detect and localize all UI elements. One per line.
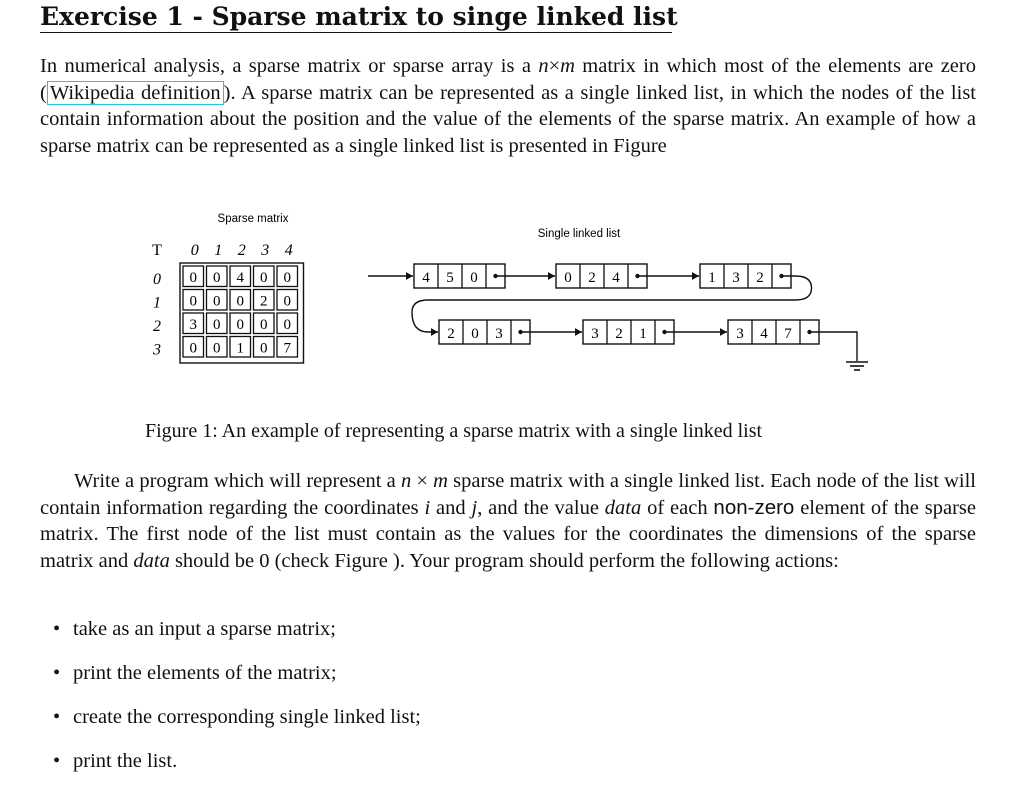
null-ground-icon: [846, 362, 868, 370]
matrix-cell-value: 3: [189, 317, 197, 333]
node-field-value: 4: [612, 270, 620, 286]
bullet-icon: •: [53, 618, 61, 640]
matrix-column-header: 0: [190, 242, 199, 259]
action-text: print the elements of the matrix;: [73, 662, 337, 684]
bullet-icon: •: [53, 662, 61, 684]
node-field-value: 3: [736, 326, 744, 342]
node-field-value: 2: [615, 326, 623, 342]
sparse-matrix: [152, 242, 304, 363]
matrix-cell-value: 0: [189, 340, 197, 357]
matrix-cell-value: 0: [260, 270, 268, 286]
matrix-column-header: 4: [284, 242, 293, 259]
math-times: ×: [548, 55, 561, 77]
math-m: m: [433, 470, 448, 492]
matrix-cell-value: 0: [236, 317, 244, 333]
figure-caption: Figure 1: An example of representing a sparse matrix with a single linked list: [145, 420, 763, 442]
actions-list: [53, 618, 421, 794]
exercise-title: Exercise 1 - Sparse matrix to singe linked list: [40, 2, 678, 31]
list-node: [439, 320, 530, 344]
matrix-column-header: 1: [214, 242, 223, 259]
math-j: j: [471, 496, 478, 519]
single-linked-list: [368, 264, 868, 370]
node-field-value: 2: [447, 326, 455, 342]
arrow-head: [575, 328, 582, 336]
math-n: n: [400, 470, 412, 492]
matrix-corner-label: T: [152, 242, 162, 259]
matrix-cell-value: 1: [236, 340, 244, 357]
task-text-6: element of the sparse matrix. The first node of the list must contain as the values for the coordinates the dimensions of the sparse matrix and: [40, 496, 976, 572]
list-node: [556, 264, 647, 288]
non-zero-term: non-zero: [713, 495, 795, 519]
matrix-cell-value: 0: [213, 340, 221, 357]
task-text-3: and: [430, 496, 472, 519]
node-field-value: 4: [422, 270, 430, 286]
matrix-cell-value: 4: [236, 270, 244, 286]
action-item: [53, 662, 421, 706]
task-text-1: Write a program which will represent a: [74, 470, 401, 492]
math-data: data: [133, 549, 170, 572]
matrix-cell-value: 0: [283, 317, 291, 333]
task-text-7: should be 0 (check Figure ). Your program should perform the following actions:: [169, 549, 839, 572]
math-m: m: [560, 55, 575, 77]
intro-text-3: ). A sparse matrix can be represented as a single linked list, in which the nodes of the list contain information about the position and the value of the elements of the sparse matrix. An example of how a sparse matrix can be represented as a single linked list is presented in Figure: [40, 81, 976, 157]
arrow-head: [431, 328, 438, 336]
matrix-cell-value: 2: [260, 293, 268, 310]
matrix-cell-value: 0: [213, 293, 221, 310]
matrix-cell-value: 7: [283, 340, 291, 357]
arrow-head: [692, 272, 699, 280]
node-field-value: 7: [784, 326, 792, 342]
arrow-head: [406, 272, 413, 280]
matrix-cell-value: 0: [283, 270, 291, 286]
arrow-head: [720, 328, 727, 336]
action-text: take as an input a sparse matrix;: [73, 618, 336, 640]
matrix-cell-value: 0: [283, 293, 291, 310]
node-field-value: 1: [708, 270, 716, 286]
intro-text-2: matrix in which most of the elements are zero (: [40, 55, 976, 104]
matrix-cell-value: 0: [236, 293, 244, 310]
intro-text-1: In numerical analysis, a sparse matrix or sparse array is a: [40, 55, 539, 77]
action-item: [53, 618, 421, 662]
math-times: ×: [411, 470, 434, 492]
task-paragraph: [40, 468, 976, 574]
action-text: print the list.: [73, 750, 178, 772]
arrow-head: [548, 272, 555, 280]
matrix-column-header: 2: [237, 242, 246, 259]
list-node: [728, 320, 819, 344]
linked-list-label: Single linked list: [537, 228, 621, 240]
action-item: [53, 750, 421, 794]
task-text-2: sparse matrix with a single linked list. Each node of the list will contain information regarding the coordinates: [40, 470, 976, 519]
matrix-cell-value: 0: [213, 317, 221, 333]
matrix-cell-value: 0: [213, 270, 221, 286]
matrix-column-header: 3: [261, 242, 270, 259]
node-field-value: 4: [760, 326, 768, 342]
task-text-4: , and the value: [477, 496, 605, 519]
list-node: [700, 264, 791, 288]
task-text-5: of each: [641, 496, 714, 519]
math-i: i: [424, 496, 431, 519]
node-field-value: 1: [639, 326, 647, 342]
node-field-value: 5: [446, 270, 454, 286]
matrix-cell-value: 0: [260, 317, 268, 333]
node-field-value: 3: [591, 326, 599, 342]
math-n: n: [538, 55, 549, 77]
node-field-value: 3: [732, 270, 740, 286]
bullet-icon: •: [53, 750, 61, 772]
sparse-matrix-label: Sparse matrix: [217, 213, 289, 225]
action-text: create the corresponding single linked list;: [73, 706, 421, 728]
matrix-cell-value: 0: [189, 270, 197, 286]
matrix-cell-value: 0: [260, 340, 268, 357]
node-field-value: 3: [495, 326, 503, 342]
action-item: [53, 706, 421, 750]
matrix-row-header: 3: [153, 341, 161, 359]
list-node: [414, 264, 505, 288]
matrix-row-header: 2: [153, 317, 161, 335]
math-data: data: [604, 496, 642, 519]
node-field-value: 0: [470, 270, 478, 286]
wikipedia-definition-link[interactable]: Wikipedia definition: [47, 81, 224, 105]
matrix-row-header: 0: [153, 270, 161, 288]
null-pointer-line: [810, 332, 858, 361]
bullet-icon: •: [53, 706, 61, 728]
node-field-value: 0: [471, 326, 479, 342]
list-node: [583, 320, 674, 344]
node-field-value: 2: [756, 270, 764, 286]
node-field-value: 0: [564, 270, 572, 286]
matrix-cell-value: 0: [189, 293, 197, 310]
node-field-value: 2: [588, 270, 596, 286]
matrix-row-header: 1: [153, 294, 161, 312]
